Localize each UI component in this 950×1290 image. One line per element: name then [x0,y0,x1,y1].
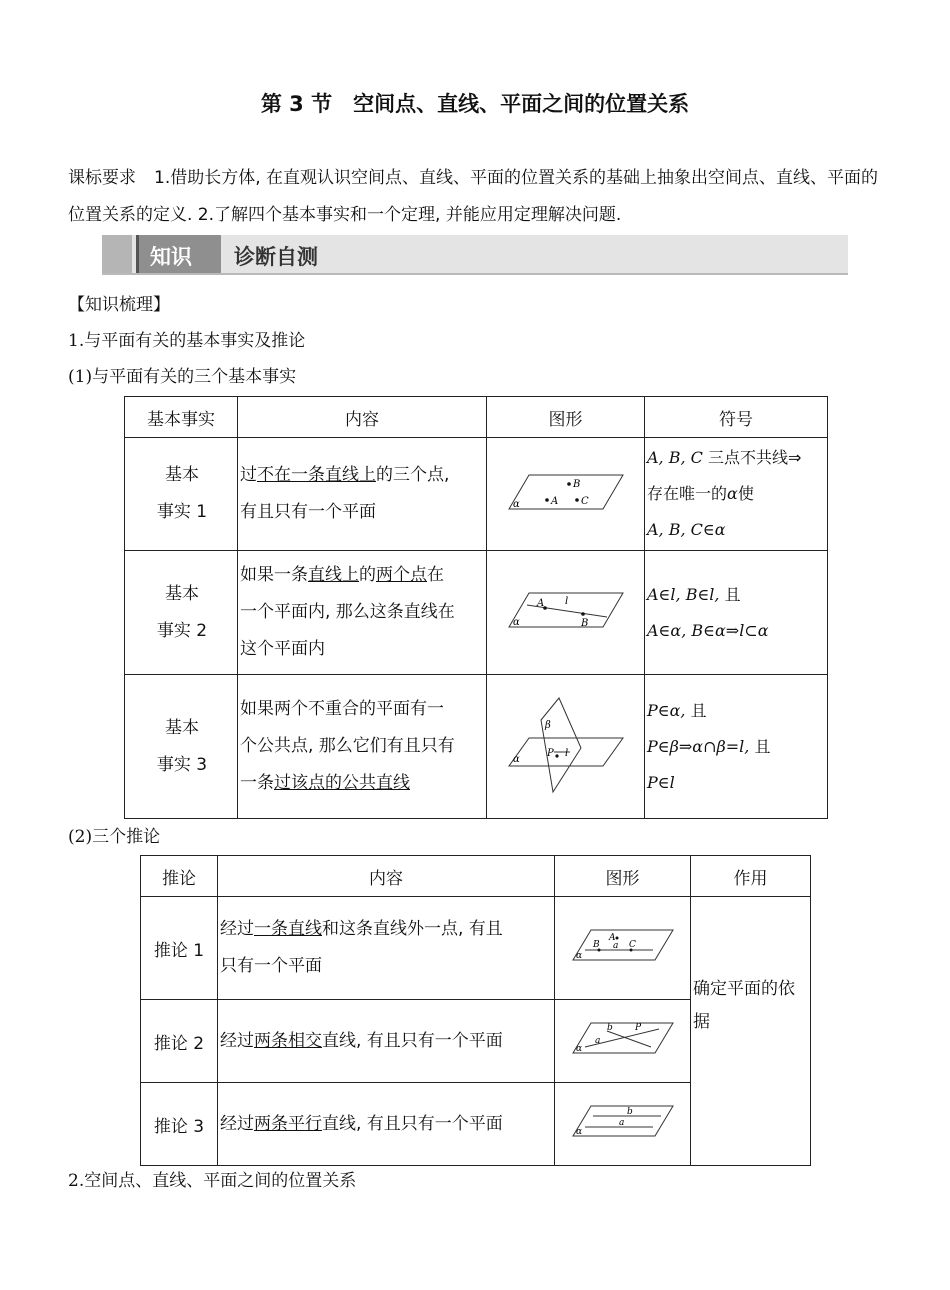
header-content: 内容 [218,856,555,897]
svg-text:β: β [544,720,551,731]
table-row [125,551,828,675]
svg-text:α: α [575,1043,582,1054]
header-corollary: 推论 [141,856,218,897]
svg-text:P: P [634,1022,641,1033]
svg-text:C: C [580,495,589,507]
heading-2: 2.空间点、直线、平面之间的位置关系 [68,1171,357,1191]
subheading-1: (1)与平面有关的三个基本事实 [68,367,297,387]
svg-text:l: l [564,596,568,607]
corollary-content: 经过一条直线和这条直线外一点, 有且 只有一个平面 [218,897,555,1000]
svg-text:b: b [626,1106,633,1117]
corollary-name: 推论 1 [141,897,218,1000]
svg-text:B: B [572,478,580,490]
svg-text:α: α [512,754,520,765]
svg-text:α: α [575,950,582,961]
curriculum-requirements [68,160,883,234]
svg-text:A: A [550,495,558,507]
fact-content: 过不在一条直线上的三个点, 有且只有一个平面 [238,438,487,551]
svg-text:α: α [512,617,520,628]
effect-cell: 确定平面的依据 [691,897,811,1166]
requirements-label: 课标要求 [68,168,136,188]
fact-content: 如果两个不重合的平面有一 个公共点, 那么它们有且只有 一条过该点的公共直线 [238,675,487,819]
svg-text:A: A [536,598,544,609]
header-symbol: 符号 [645,397,828,438]
section-label: 【知识梳理】 [68,295,170,315]
fact-symbol: P∈α, 且 P∈β⇒α∩β=l, 且 P∈l [645,675,828,819]
fact-name: 基本 事实 1 [125,438,238,551]
banner-left-label: 知识 [150,245,192,269]
svg-text:α: α [512,498,520,510]
fact-content: 如果一条直线上的两个点在 一个平面内, 那么这条直线在 这个平面内 [238,551,487,675]
header-basic-fact: 基本事实 [125,397,238,438]
table-row [125,438,828,551]
requirements-text: 1.借助长方体, 在直观认识空间点、直线、平面的位置关系的基础上抽象出空间点、直线、平面的位置关系的定义. 2.了解四个基本事实和一个定理, 并能应用定理解决问题. [68,168,879,225]
basic-facts-table [124,396,828,819]
table-row [141,897,811,1000]
header-figure: 图形 [555,856,691,897]
heading-1: 1.与平面有关的基本事实及推论 [68,331,306,351]
fact-figure [487,438,645,551]
section-banner [102,235,848,273]
corollary-content: 经过两条相交直线, 有且只有一个平面 [218,1000,555,1083]
subheading-2: (2)三个推论 [68,827,161,847]
intersecting-planes-figure [507,694,625,794]
svg-text:A: A [608,932,615,943]
plane-three-points-figure [507,467,625,517]
corollary-name: 推论 2 [141,1000,218,1083]
fact-figure [487,551,645,675]
corollary-figure [555,1083,691,1166]
fact-symbol: A∈l, B∈l, 且 A∈α, B∈α⇒l⊂α [645,551,828,675]
corollaries-table [140,855,811,1166]
svg-text:a: a [612,940,618,951]
svg-text:B: B [580,618,588,629]
banner-right-label: 诊断自测 [234,245,318,269]
header-content: 内容 [238,397,487,438]
corollary-content: 经过两条平行直线, 有且只有一个平面 [218,1083,555,1166]
svg-text:B: B [592,939,600,950]
corollary-figure [555,1000,691,1083]
corollary-figure [555,897,691,1000]
svg-text:α: α [575,1126,582,1137]
parallel-lines-figure [571,1100,675,1144]
svg-text:C: C [628,939,636,950]
fact-name: 基本 事实 2 [125,551,238,675]
header-effect: 作用 [691,856,811,897]
svg-text:b: b [606,1022,613,1033]
svg-text:a: a [594,1035,600,1046]
page-title: 第 3 节 空间点、直线、平面之间的位置关系 [260,92,690,116]
table-row [125,675,828,819]
svg-text:P: P [546,748,554,759]
line-and-point-figure [571,924,675,968]
fact-symbol: A, B, C 三点不共线⇒ 存在唯一的α使 A, B, C∈α [645,438,828,551]
corollary-name: 推论 3 [141,1083,218,1166]
fact-name: 基本 事实 3 [125,675,238,819]
svg-text:l: l [564,748,568,759]
fact-figure [487,675,645,819]
header-figure: 图形 [487,397,645,438]
intersecting-lines-figure [571,1017,675,1061]
svg-text:a: a [618,1117,624,1128]
plane-line-figure [507,585,625,635]
